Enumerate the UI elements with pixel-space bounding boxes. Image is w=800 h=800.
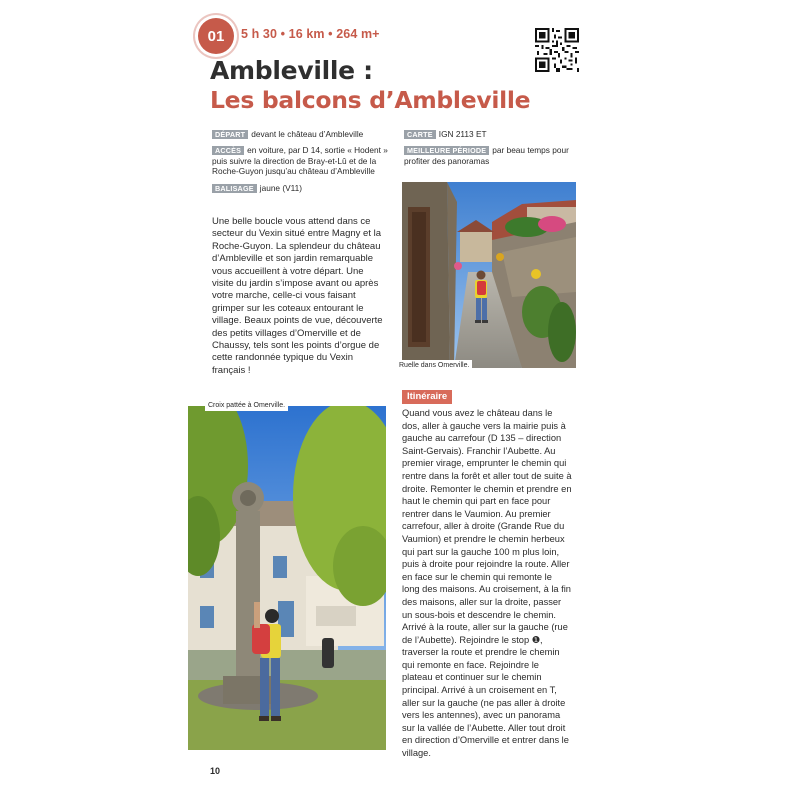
info-carte <box>404 129 576 140</box>
route-number-badge: 01 <box>198 18 234 54</box>
page-subtitle: Les balcons d’Ambleville <box>210 86 531 114</box>
tag-depart: DÉPART <box>212 130 248 140</box>
tag-balisage: BALISAGE <box>212 184 257 194</box>
photo-caption-cross: Croix pattée à Omerville. <box>205 400 288 411</box>
balisage-text: jaune (V11) <box>259 183 303 193</box>
info-balisage <box>212 183 392 194</box>
photo-cross-omerville <box>188 406 386 750</box>
page-number: 10 <box>210 766 221 776</box>
itineraire-heading: Itinéraire <box>402 390 452 404</box>
photo-street-omerville <box>402 182 576 368</box>
photo-caption-street: Ruelle dans Omerville. <box>396 360 472 371</box>
periode-text: par beau temps pour profiter des panoramas <box>404 145 569 166</box>
info-acces <box>212 145 390 177</box>
carte-text: IGN 2113 ET <box>438 129 487 139</box>
qr-code[interactable] <box>535 28 579 72</box>
tag-acces: ACCÈS <box>212 146 244 156</box>
info-periode <box>404 145 576 166</box>
tag-periode: MEILLEURE PÉRIODE <box>404 146 489 156</box>
itineraire-text: Quand vous avez le château dans le dos, aller à gauche vers la mairie puis à gauche au carrefour (D 135 – direction Saint-Gervais). Franchir l’Aubette. Au premier virage, emprunter le chemin qui rentre dans la forêt et aller tout de suite à droite. Remonter le chemin et prendre en haut le chemin qui part en face pour rentrer dans le Vaumion. Au premier carrefour, aller à droite (Grande Rue du Vaumion) et prendre le chemin herbeux qui part sur la gauche 100 m plus loin, puis à droite pour rejoindre la route. Aller en face sur le chemin qui remonte le long des maisons. Au croisement, à la fin des maisons, aller sur la droite, passer un sous-bois et descendre le chemin. Arrivé à la route, aller sur la gauche (rue de l’Aubette). Rejoindre le stop ❶, traverser la route et prendre le chemin qui remonte en face. Rejoindre le plateau et continuer sur le chemin principal. Arrivé à un croisement en T, aller sur la gauche (ne pas aller à droite vers les antennes), avec un panorama sur la vallée de l’Aubette. Aller tout droit en direction d’Omerville et entrer dans le village. <box>402 408 572 759</box>
intro-paragraph: Une belle boucle vous attend dans ce secteur du Vexin situé entre Magny et la Roche-Guyon. La splendeur du château d’Ambleville et son jardin remarquable vous accueillent à votre départ. Une visite du jardin s’impose avant ou après votre marche, celle-ci vous faisant grimper sur les coteaux entourant le village. Beaux points de vue, découverte des petits villages d’Omerville et de Chaussy, tels sont les points d’orgue de cette randonnée typique du Vexin français ! <box>212 216 383 376</box>
route-stats: 5 h 30 • 16 km • 264 m+ <box>241 27 380 41</box>
info-depart <box>212 129 392 140</box>
acces-text: en voiture, par D 14, sortie « Hodent » puis suivre la direction de Bray-et-Lû et de la Roche-Guyon jusqu’au château d’Ambleville <box>212 145 388 176</box>
tag-carte: CARTE <box>404 130 436 140</box>
page-title: Ambleville : <box>210 56 373 85</box>
depart-text: devant le château d’Ambleville <box>251 129 364 139</box>
